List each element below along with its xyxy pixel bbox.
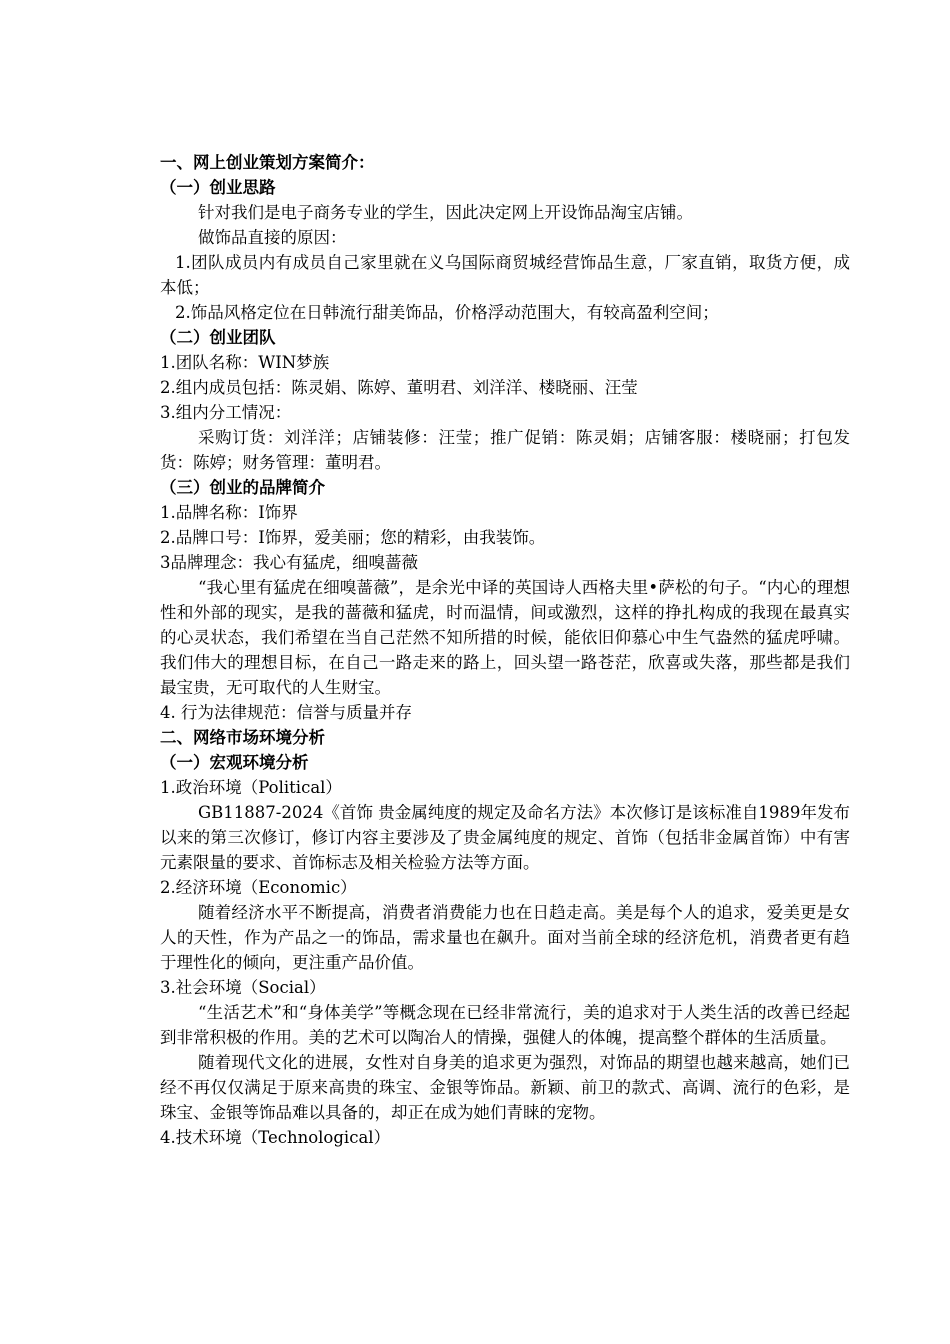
reason-intro: 做饰品直接的原因：: [198, 228, 347, 247]
subsection-heading-team: （二）创业团队: [160, 328, 276, 347]
subsection-heading-brand: （三）创业的品牌简介: [160, 478, 325, 497]
team-division-title: 3.组内分工情况：: [160, 403, 292, 422]
section-heading-1: 一、网上创业策划方案简介：: [160, 153, 375, 172]
social-title: 3.社会环境（Social）: [160, 978, 326, 997]
subsection-heading-idea: （一）创业思路: [160, 178, 276, 197]
team-members: 2.组内成员包括：陈灵娟、陈婷、董明君、刘洋洋、楼晓丽、汪莹: [160, 378, 638, 397]
reason-item-1: 1.团队成员内有成员自己家里就在义乌国际商贸城经营饰品生意，厂家直销，取货方便，成本低；: [160, 253, 850, 297]
document-body: [160, 150, 850, 1150]
economic-paragraph: 随着经济水平不断提高，消费者消费能力也在日趋走高。美是每个人的追求，爱美更是女人的天性，作为产品之一的饰品，需求量也在飙升。面对当前全球的经济危机，消费者更有趋于理性化的倾向，更注重产品价值。: [160, 903, 850, 972]
technological-title: 4.技术环境（Technological）: [160, 1128, 391, 1147]
political-title: 1.政治环境（Political）: [160, 778, 342, 797]
brand-name: 1.品牌名称：I饰界: [160, 503, 298, 522]
brand-rule: 4. 行为法律规范：信誉与质量并存: [160, 703, 412, 722]
brand-slogan: 2.品牌口号：I饰界，爱美丽；您的精彩，由我装饰。: [160, 528, 546, 547]
idea-paragraph: 针对我们是电子商务专业的学生，因此决定网上开设饰品淘宝店铺。: [198, 203, 693, 222]
team-name: 1.团队名称：WIN梦族: [160, 353, 330, 372]
team-division-detail: 采购订货：刘洋洋；店铺装修：汪莹；推广促销：陈灵娟；店铺客服：楼晓丽；打包发货：陈婷；财务管理：董明君。: [160, 428, 850, 472]
reason-item-2: 2.饰品风格定位在日韩流行甜美饰品，价格浮动范围大，有较高盈利空间；: [175, 303, 719, 322]
economic-title: 2.经济环境（Economic）: [160, 878, 357, 897]
social-paragraph-1: “生活艺术”和“身体美学”等概念现在已经非常流行，美的追求对于人类生活的改善已经起到非常积极的作用。美的艺术可以陶冶人的情操，强健人的体魄，提高整个群体的生活质量。: [160, 1003, 850, 1047]
section-heading-2: 二、网络市场环境分析: [160, 728, 325, 747]
brand-paragraph: “我心里有猛虎在细嗅蔷薇”，是余光中译的英国诗人西格夫里•萨松的句子。“内心的理想性和外部的现实，是我的蔷薇和猛虎，时而温情，间或激烈，这样的挣扎构成的我现在最真实的心灵状态，我们希望在当自己茫然不知所措的时候，能依旧仰慕心中生气盎然的猛虎呼啸。我们伟大的理想目标，在自己一路走来的路上，回头望一路苍茫，欣喜或失落，那些都是我们最宝贵，无可取代的人生财宝。: [160, 578, 850, 697]
political-paragraph: GB11887-2024《首饰 贵金属纯度的规定及命名方法》本次修订是该标准自1989年发布以来的第三次修订，修订内容主要涉及了贵金属纯度的规定、首饰（包括非金属首饰）中有害元素限量的要求、首饰标志及相关检验方法等方面。: [160, 803, 850, 872]
social-paragraph-2: 随着现代文化的进展，女性对自身美的追求更为强烈，对饰品的期望也越来越高，她们已经不再仅仅满足于原来高贵的珠宝、金银等饰品。新颖、前卫的款式、高调、流行的色彩，是珠宝、金银等饰品难以具备的，却正在成为她们青睐的宠物。: [160, 1053, 850, 1122]
subsection-heading-macro: （一）宏观环境分析: [160, 753, 309, 772]
brand-idea: 3品牌理念：我心有猛虎，细嗅蔷薇: [160, 553, 418, 572]
